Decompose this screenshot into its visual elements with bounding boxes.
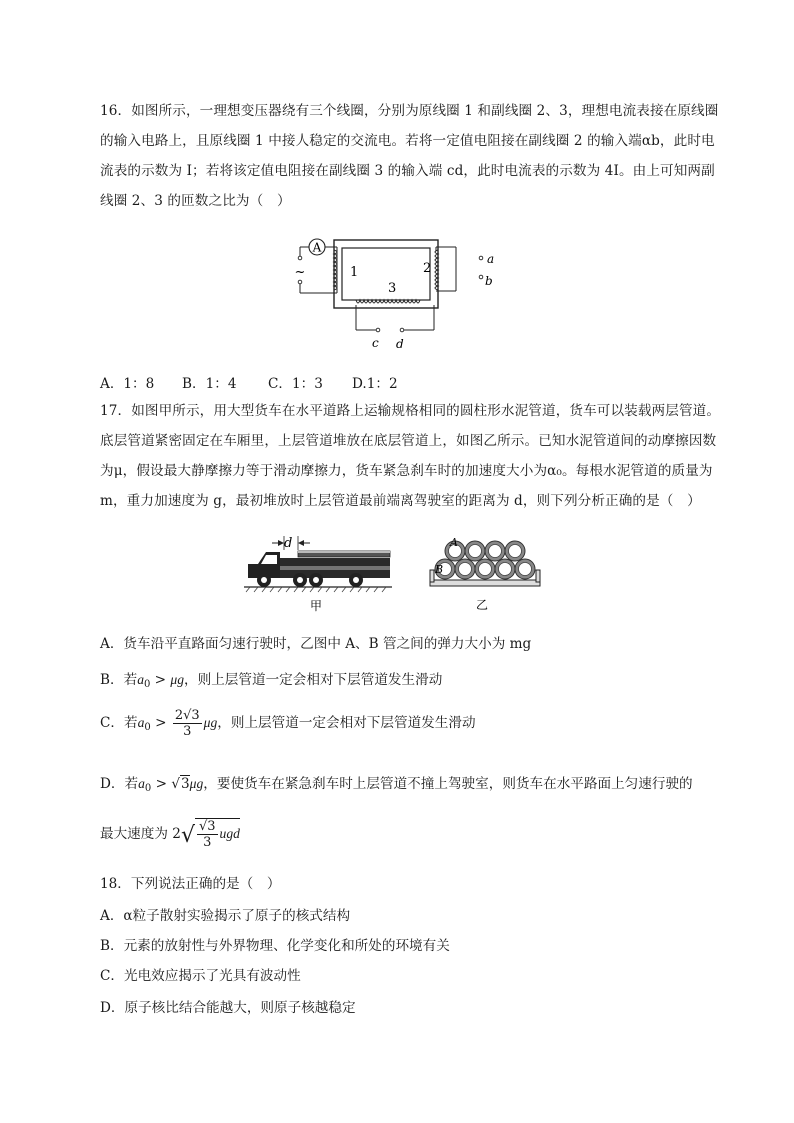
terminal-c-label: c [372, 336, 379, 350]
fraction-2sqrt3-over-3: $\frac{2√3}{3}$ [174, 708, 200, 739]
q17-option-b: B．若$a_0 > \mu g$，则上层管道一定会相对下层管道发生滑动 [100, 672, 443, 690]
pipe-b-label: B [435, 563, 444, 576]
q16-option-c: C．1：3 [268, 376, 323, 392]
q16-option-a: A．1：8 [100, 376, 155, 392]
terminal-a-label: a [487, 252, 495, 266]
q18-stem: 18．下列说法正确的是（ ） [100, 876, 281, 892]
transformer-diagram [284, 234, 514, 354]
ammeter-label: A [312, 240, 322, 255]
q17-option-d: D．若$a_0 > √3\mu g$，要使货车在紧急刹车时上层管道不撞上驾驶室，则货车在水平路面上匀速行驶的 [100, 776, 693, 794]
terminal-b-label: b [485, 274, 493, 288]
q18-option-c: C．光电效应揭示了光具有波动性 [100, 968, 301, 984]
pipes-figure [424, 526, 544, 616]
caption-yi: 乙 [476, 598, 489, 612]
q18-option-b: B．元素的放射性与外界物理、化学变化和所处的环境有关 [100, 938, 450, 954]
coil3-label: 3 [388, 281, 397, 296]
terminal-d-label: d [396, 337, 404, 351]
q17-stem: 17．如图甲所示，用大型货车在水平道路上运输规格相同的圆柱形水泥管道，货车可以装载两层管道。底层管道紧密固定在车厢里，上层管道堆放在底层管道上，如图乙所示。已知水泥管道间的动摩擦因数为μ，假设最大静摩擦力等于滑动摩擦力，货车紧急刹车时的加速度大小为α₀。每根水泥管道的质量为 m，重力加速度为 g，最初堆放时上层管道最前端离驾驶室的距离为 d，则下列分析正确的是（ ） [100, 403, 721, 509]
q16-stem: 16．如图所示，一理想变压器绕有三个线圈，分别为原线圈 1 和副线圈 2、3，理想电流表接在原线圈的输入电路上，且原线圈 1 中接人稳定的交流电。若将一定值电阻接在副线圈 2 的输入端αb，此时电流表的示数为 I；若将该定值电阻接在副线圈 3 的输入端 cd，此时电流表的示数为 4I。由上可知两副线圈 2、3 的匝数之比为（ ） [100, 103, 719, 209]
q17-option-c: C．若$a_0$ > $\frac{2√3}{3}$ μg，则上层管道一定会相对下层管道发生滑动 [100, 708, 476, 739]
q17-option-d-line2: 最大速度为 2√ $\frac{√3}{3}$ ugd [100, 819, 240, 850]
coil1-label: 1 [350, 265, 359, 280]
q18-option-a: A．α粒子散射实验揭示了原子的核式结构 [100, 908, 351, 924]
q16-option-b: B．1：4 [182, 376, 237, 392]
ac-source-icon: ~ [294, 265, 306, 280]
q18-option-d: D．原子核比结合能越大，则原子核越稳定 [100, 1000, 356, 1016]
caption-jia: 甲 [310, 599, 323, 613]
q16-option-d: D.1：2 [352, 376, 398, 392]
coil2-label: 2 [423, 261, 432, 276]
q17-option-a: A．货车沿平直路面匀速行驶时，乙图中 A、B 管之间的弹力大小为 mg [100, 636, 532, 652]
truck-figure [244, 530, 392, 616]
distance-d-label: d [284, 536, 293, 551]
pipe-a-label: A [450, 536, 458, 549]
